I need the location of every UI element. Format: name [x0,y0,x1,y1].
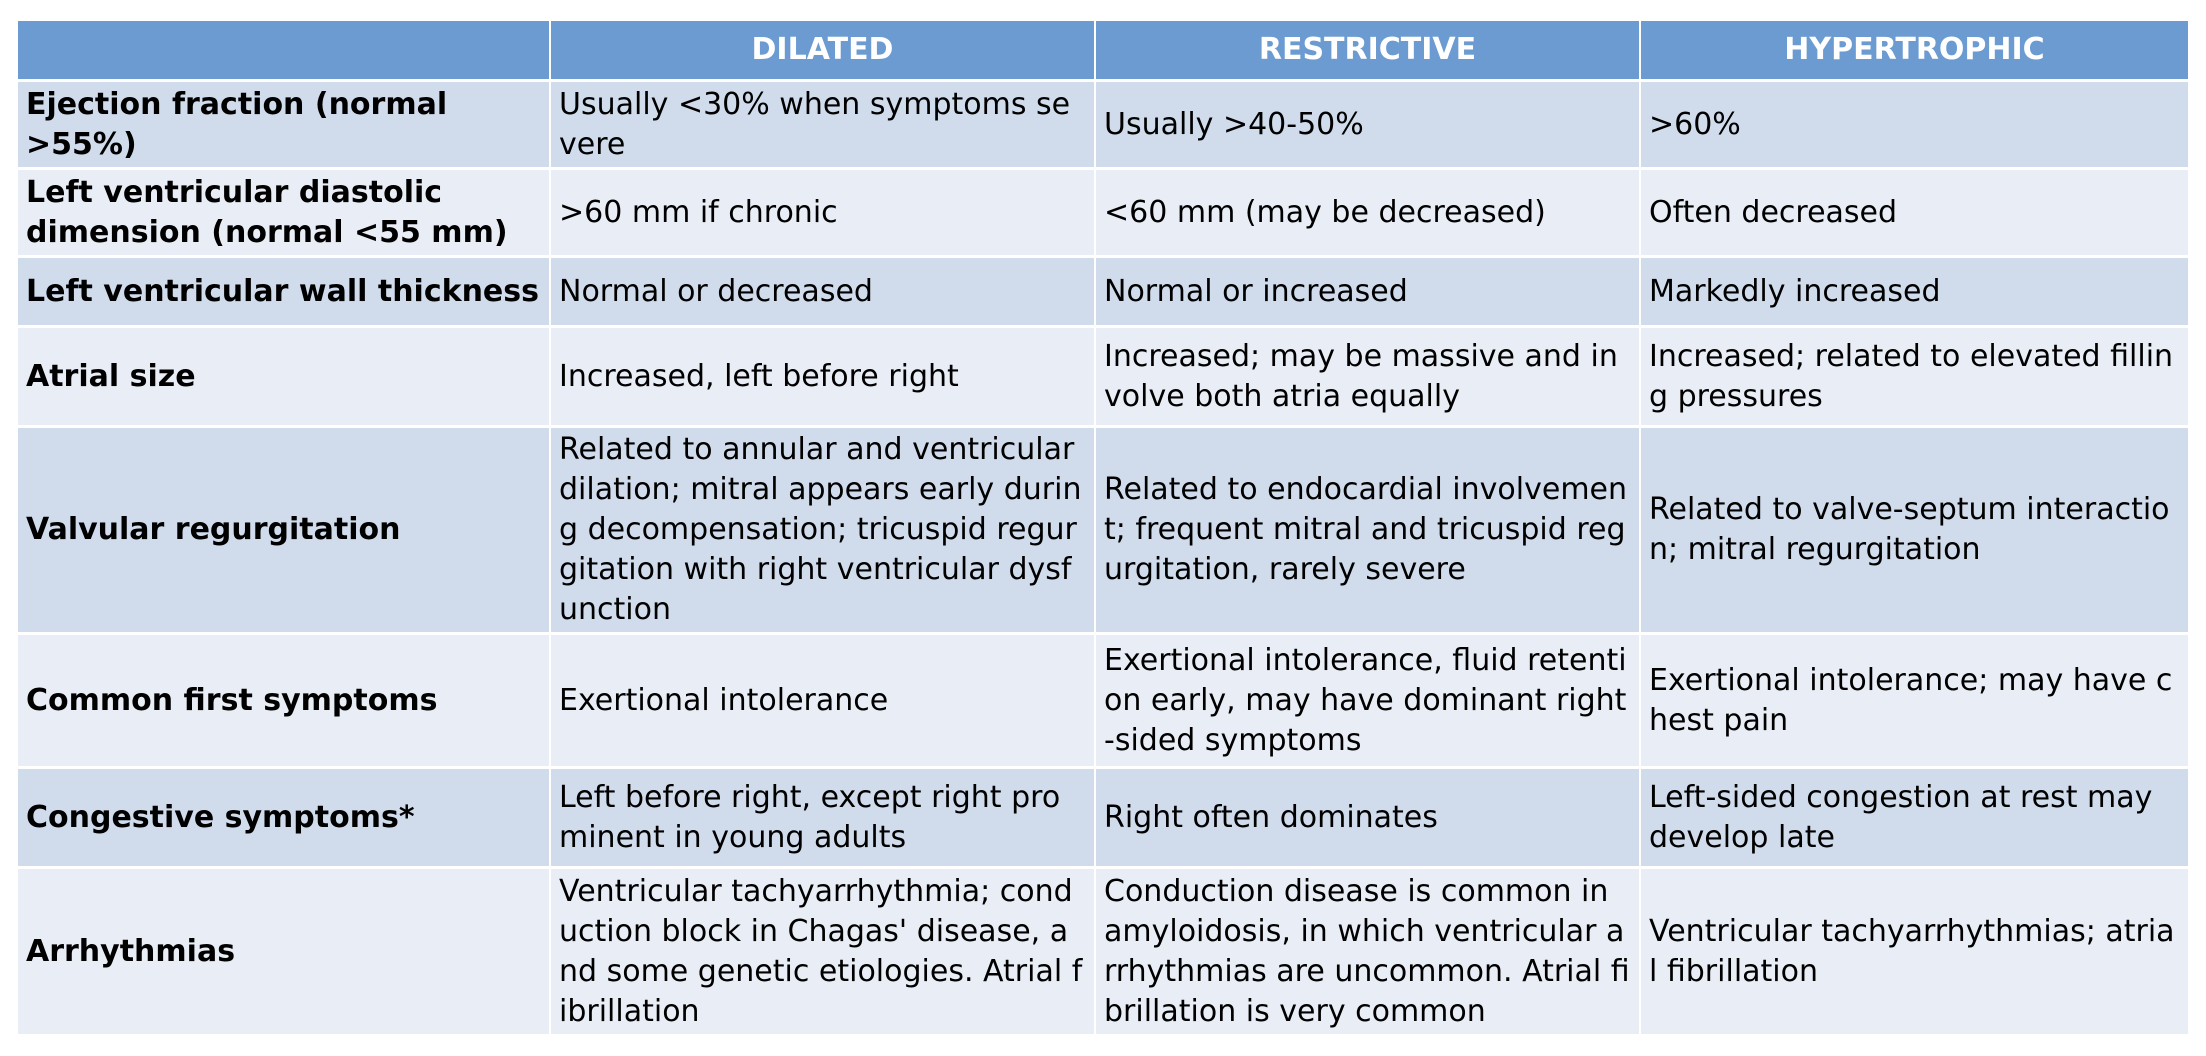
header-row [18,21,2188,81]
table-row [18,427,2188,634]
cell-hypertrophic: >60% [1640,81,2188,169]
row-label: Left ventricular diastolic dimension (normal <55 mm) [18,169,550,257]
header-restrictive: RESTRICTIVE [1095,21,1640,81]
cell-restrictive: Right often dominates [1095,768,1640,868]
row-label: Arrhythmias [18,868,550,1036]
cell-restrictive: Usually >40-50% [1095,81,1640,169]
row-label: Atrial size [18,327,550,427]
row-label: Common first symptoms [18,634,550,768]
table-row [18,327,2188,427]
table-row [18,768,2188,868]
cell-dilated: Related to annular and ventricular dilation; mitral appears early during decompensation; tricuspid regurgitation with right ventricular dysfunction [550,427,1095,634]
cell-restrictive: Increased; may be massive and involve both atria equally [1095,327,1640,427]
cell-restrictive: Conduction disease is common in amyloidosis, in which ventricular arrhythmias are uncommon. Atrial fibrillation is very common [1095,868,1640,1036]
cell-dilated: Exertional intolerance [550,634,1095,768]
table-body [18,81,2188,1036]
cell-restrictive: Exertional intolerance, fluid retention early, may have dominant right-sided symptoms [1095,634,1640,768]
cell-hypertrophic: Often decreased [1640,169,2188,257]
cell-dilated: Left before right, except right prominent in young adults [550,768,1095,868]
cell-hypertrophic: Ventricular tachyarrhythmias; atrial fibrillation [1640,868,2188,1036]
cell-dilated: Usually <30% when symptoms severe [550,81,1095,169]
cell-dilated: Ventricular tachyarrhythmia; conduction block in Chagas' disease, and some genetic etiologies. Atrial fibrillation [550,868,1095,1036]
table-row [18,257,2188,327]
row-label: Ejection fraction (normal >55%) [18,81,550,169]
table-row [18,81,2188,169]
cell-hypertrophic: Related to valve-septum interaction; mitral regurgitation [1640,427,2188,634]
header-corner-cell [18,21,550,81]
row-label: Valvular regurgitation [18,427,550,634]
row-label: Left ventricular wall thickness [18,257,550,327]
cell-dilated: >60 mm if chronic [550,169,1095,257]
cell-restrictive: Related to endocardial involvement; frequent mitral and tricuspid regurgitation, rarely severe [1095,427,1640,634]
table-header [18,21,2188,81]
cell-hypertrophic: Left-sided congestion at rest may develop late [1640,768,2188,868]
cell-hypertrophic: Markedly increased [1640,257,2188,327]
cell-dilated: Increased, left before right [550,327,1095,427]
cell-hypertrophic: Increased; related to elevated filling pressures [1640,327,2188,427]
table-row [18,169,2188,257]
table-row [18,634,2188,768]
cell-restrictive: <60 mm (may be decreased) [1095,169,1640,257]
header-dilated: DILATED [550,21,1095,81]
header-hypertrophic: HYPERTROPHIC [1640,21,2188,81]
cell-restrictive: Normal or increased [1095,257,1640,327]
row-label: Congestive symptoms* [18,768,550,868]
cardiomyopathy-comparison-table [18,21,2188,1037]
table-row [18,868,2188,1036]
cell-hypertrophic: Exertional intolerance; may have chest pain [1640,634,2188,768]
cell-dilated: Normal or decreased [550,257,1095,327]
